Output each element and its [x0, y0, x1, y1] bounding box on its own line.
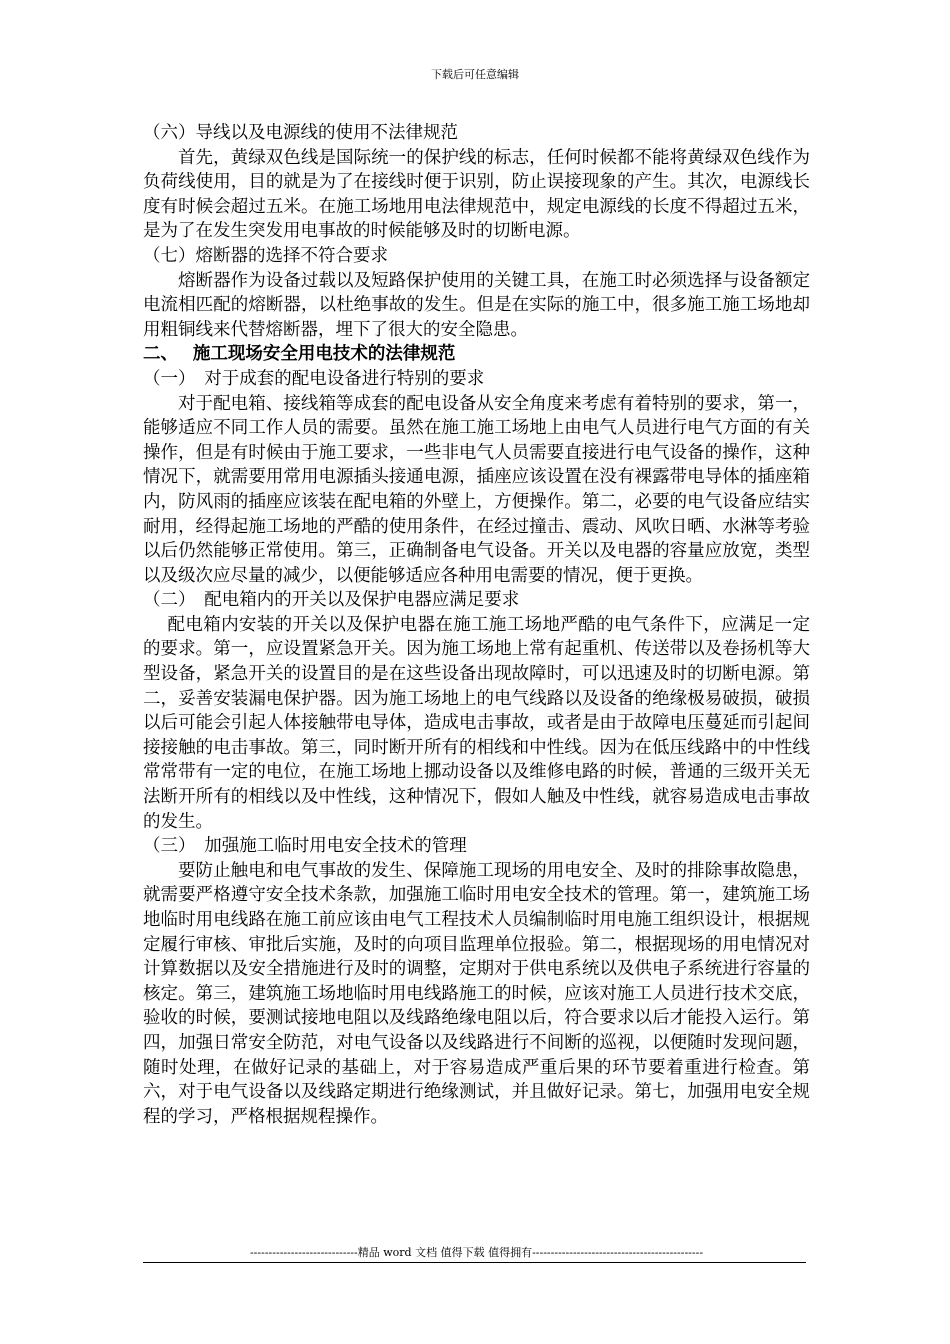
page-footer: -----------------------------精品 word 文档 值得下载 值得拥有---------------------------------------------- — [249, 1246, 704, 1259]
paragraph-safety-management: 要防止触电和电气事故的发生、保障施工现场的用电安全、及时的排除事故隐患，就需要严格遵守安全技术条款，加强施工临时用电安全技术的管理。第一，建筑施工场地临时用电线路在施工前应该由电气工程技术人员编制临时用电施工组织设计，根据规定履行审核、审批后实施，及时的向项目监理单位报验。第二，根据现场的用电情况对计算数据以及安全措施进行及时的调整，定期对于供电系统以及供电子系统进行容量的核定。第三，建筑施工场地临时用电线路施工的时候，应该对施工人员进行技术交底，验收的时候，要测试接地电阻以及线路绝缘电阻以后，符合要求以后才能投入运行。第四，加强日常安全防范，对电气设备以及线路进行不间断的巡视，以便随时发现问题，随时处理，在做好记录的基础上，对于容易造成严重后果的环节要着重进行检查。第六，对于电气设备以及线路定期进行绝缘测试，并且做好记录。第七，加强用电安全规程的学习，严格根据规程操作。 — [143, 860, 810, 1127]
subsection-heading-3: （三） 加强施工临时用电安全技术的管理 — [143, 836, 467, 857]
subsection-heading-2: （二） 配电箱内的开关以及保护电器应满足要求 — [143, 590, 520, 611]
paragraph-fuse: 熔断器作为设备过载以及短路保护使用的关键工具，在施工时必须选择与设备额定电流相匹配的熔断器，以杜绝事故的发生。但是在实际的施工中，很多施工施工场地却用粗铜线来代替熔断器，埋下了很大的安全隐患。 — [143, 270, 810, 340]
paragraph-wire-color: 首先，黄绿双色线是国际统一的保护线的标志，任何时候都不能将黄绿双色线作为负荷线使用，目的就是为了在接线时便于识别，防止误接现象的产生。其次，电源线长度有时候会超过五米。在施工场地用电法律规范中，规定电源线的长度不得超过五米，是为了在发生突发用电事故的时候能够及时的切断电源。 — [143, 147, 810, 242]
footer-rule — [143, 1262, 806, 1263]
document-body — [143, 121, 810, 1129]
paragraph-switch-protection: 配电箱内安装的开关以及保护电器在施工施工场地严酷的电气条件下，应满足一定的要求。第一，应设置紧急开关。因为施工场地上常有起重机、传送带以及卷扬机等大型设备，紧急开关的设置目的是在这些设备出现故障时，可以迅速及时的切断电源。第二，妥善安装漏电保护器。因为施工场地上的电气线路以及设备的绝缘极易破损，破损以后可能会引起人体接触带电导体，造成电击事故，或者是由于故障电压蔓延而引起间接接触的电击事故。第三，同时断开所有的相线和中性线。因为在低压线路中的中性线常常带有一定的电位，在施工场地上挪动设备以及维修电路的时候，普通的三级开关无法断开所有的相线以及中性线，这种情况下，假如人触及中性线，就容易造成电击事故的发生。 — [143, 614, 810, 832]
chapter-heading-2: 二、 施工现场安全用电技术的法律规范 — [143, 344, 456, 365]
paragraph-distribution-equipment: 对于配电箱、接线箱等成套的配电设备从安全角度来考虑有着特别的要求，第一，能够适应不同工作人员的需要。虽然在施工施工场地上由电气人员进行电气方面的有关操作，但是有时候由于施工要求，一些非电气人员需要直接进行电气设备的操作，这种情况下，就需要用常用电源插头接通电源，插座应该设置在没有裸露带电导体的插座箱内，防风雨的插座应该装在配电箱的外壁上，方便操作。第二，必要的电气设备应结实耐用，经得起施工场地的严酷的使用条件，在经过撞击、震动、风吹日晒、水淋等考验以后仍然能够正常使用。第三，正确制备电气设备。开关以及电器的容量应放宽，类型以及级次应尽量的减少，以便能够适应各种用电需要的情况，便于更换。 — [143, 393, 810, 586]
section-heading-7: （七）熔断器的选择不符合要求 — [143, 245, 388, 266]
section-heading-6: （六）导线以及电源线的使用不法律规范 — [143, 123, 458, 143]
page-header: 下载后可任意编辑 — [431, 68, 519, 81]
subsection-heading-1: （一） 对于成套的配电设备进行特别的要求 — [143, 368, 485, 389]
